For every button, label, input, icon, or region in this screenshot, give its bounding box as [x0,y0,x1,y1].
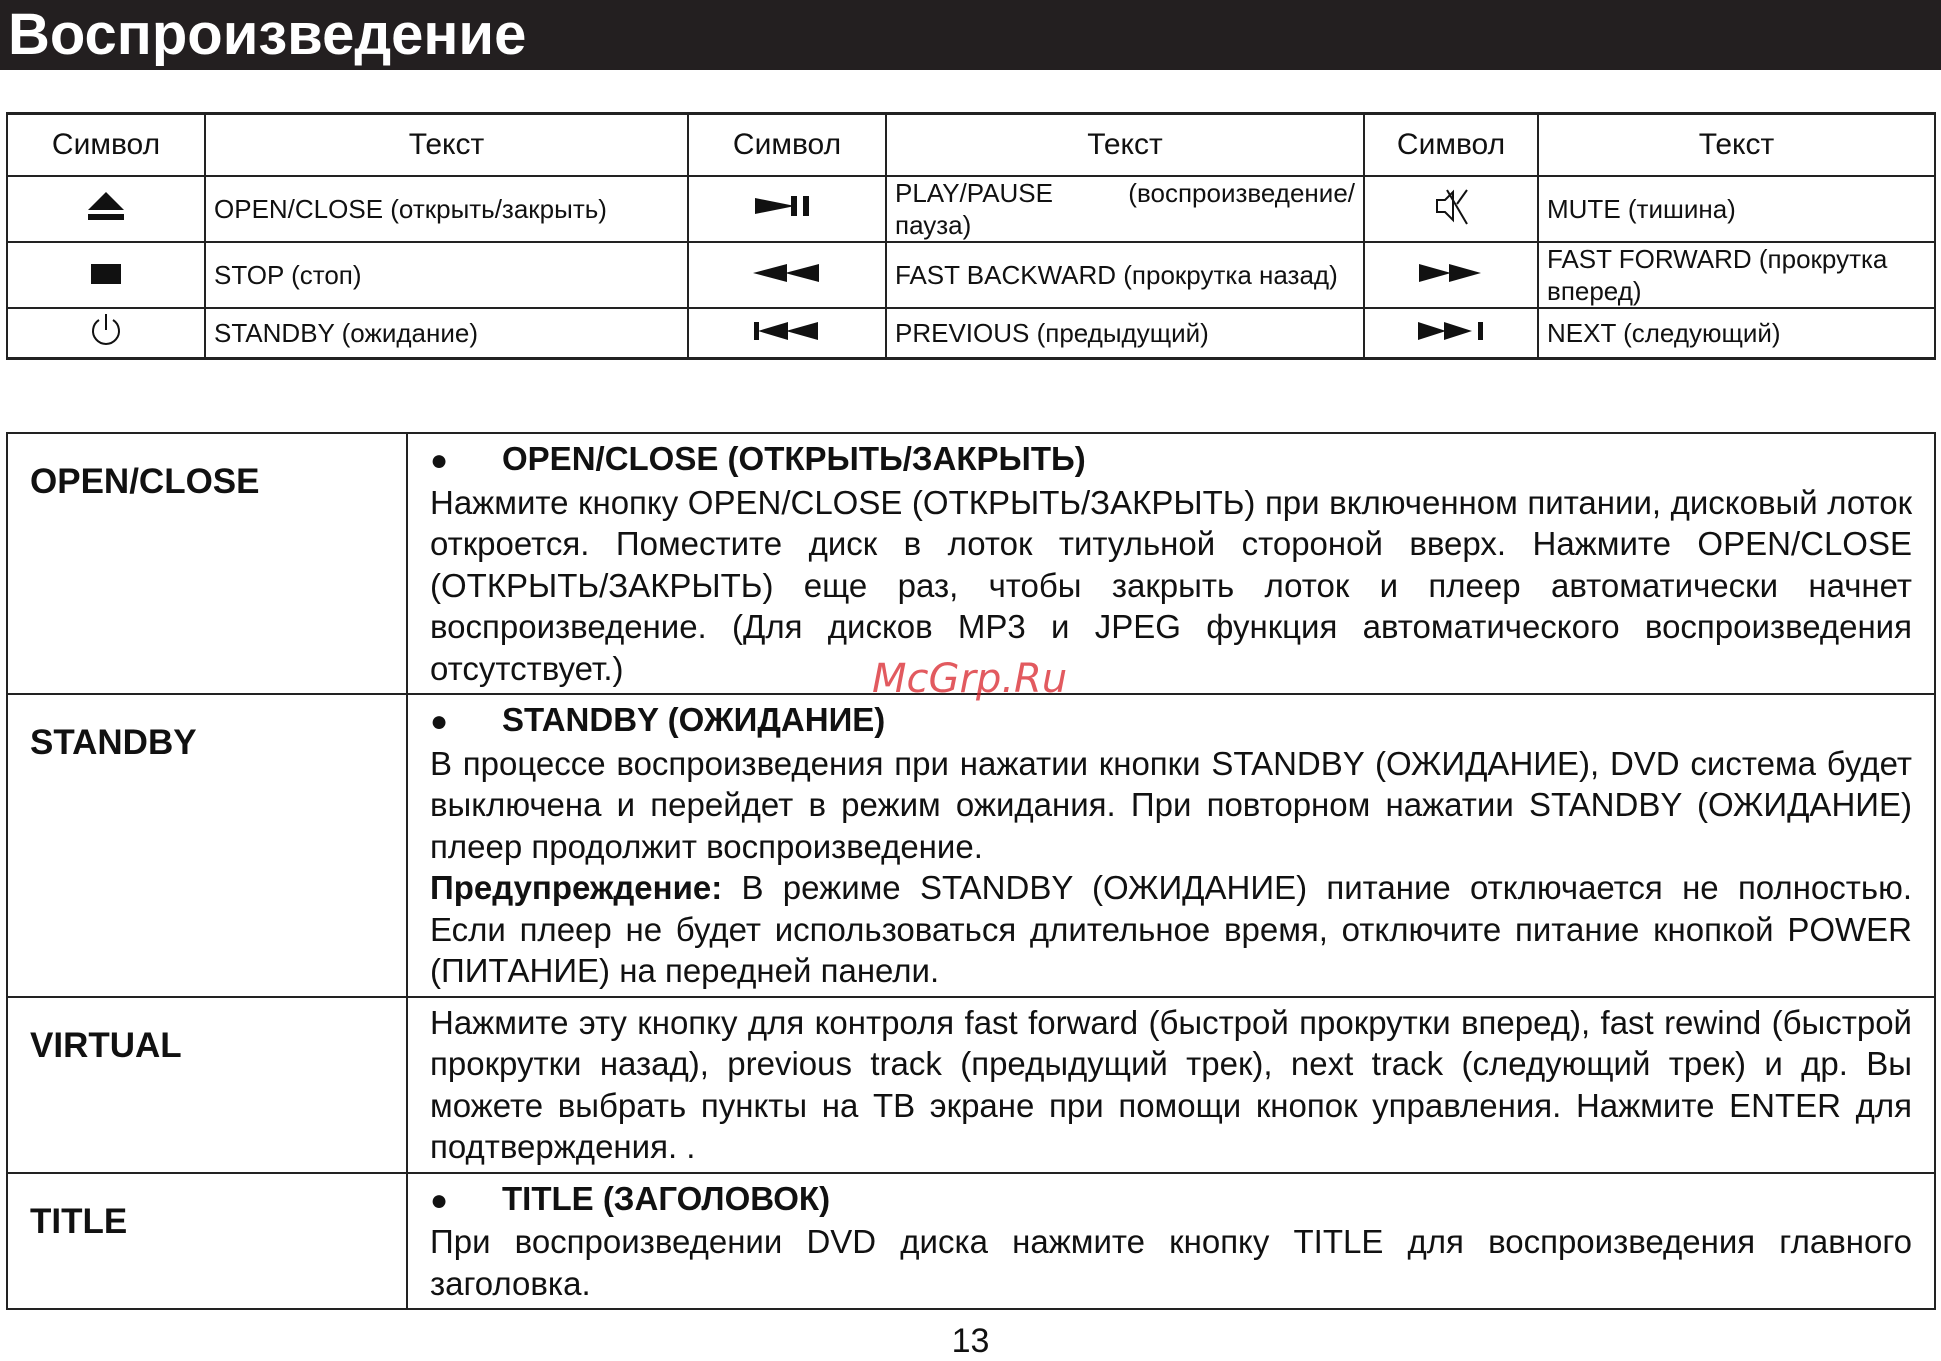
table-row [7,694,1935,997]
symbol-text: FAST FORWARD (прокрутка вперед) [1538,242,1935,308]
symbol-text: STOP (стоп) [205,242,688,308]
symbol-table-header [7,114,1935,177]
bullet-heading [430,699,1912,743]
warning-text: В режиме STANDBY (ОЖИДАНИЕ) питание отключается не полностью. Если плеер не будет использоваться длительное время, отключите питание кнопкой POWER (ПИТАНИЕ) на передней панели. [430,869,1912,989]
header-bar [0,0,1941,70]
bullet-heading [430,438,1912,482]
table-row [7,1173,1935,1310]
bullet-heading-text: OPEN/CLOSE (ОТКРЫТЬ/ЗАКРЫТЬ) [502,440,1086,477]
symbol-text: PREVIOUS (предыдущий) [886,308,1364,359]
warning-paragraph [430,867,1912,992]
function-name: OPEN/CLOSE [7,433,407,694]
bullet-icon: ● [430,705,449,738]
table-row [7,242,1935,308]
table-row [7,308,1935,359]
symbol-cell [7,176,205,242]
table-row [7,176,1935,242]
page-number: 13 [951,1322,990,1360]
symbol-cell [1364,176,1538,242]
symbol-text: OPEN/CLOSE (открыть/закрыть) [205,176,688,242]
stop-icon [91,264,121,284]
symbol-cell [7,242,205,308]
function-name: STANDBY [7,694,407,997]
watermark: McGrp.Ru [872,656,1068,702]
eject-icon [86,190,126,222]
symbol-text: FAST BACKWARD (прокрутка назад) [886,242,1364,308]
function-description [407,997,1935,1173]
symbol-text: NEXT (следующий) [1538,308,1935,359]
description-text: Нажмите эту кнопку для контроля fast forward (быстрой прокрутки вперед), fast rewind (быстрой прокрутки назад), previous track (предыдущий трек), next track (следующий трек) и др. Вы можете выбрать пункты на ТВ экране при помощи кнопок управления. Нажмите ENTER для подтверждения. . [430,1003,1912,1165]
bullet-heading [430,1178,1912,1222]
previous-icon [754,320,820,342]
symbol-text: PLAY/PAUSE (воспроизведение/ пауза) [886,176,1364,242]
page-title: Воспроизведение [8,2,527,67]
description-text: При воспроизведении DVD диска нажмите кнопку TITLE для воспроизведения главного заголовка. [430,1223,1912,1302]
function-name: TITLE [7,1173,407,1310]
column-header: Текст [1538,114,1935,177]
function-description [407,1173,1935,1310]
column-header: Текст [205,114,688,177]
description-text: В процессе воспроизведения при нажатии кнопки STANDBY (ОЖИДАНИЕ), DVD система будет выключена и перейдет в режим ожидания. При повторном нажатии STANDBY (ОЖИДАНИЕ) плеер продолжит воспроизведение. [430,744,1912,865]
fast-forward-icon [1419,262,1483,284]
symbol-cell [1364,308,1538,359]
mute-icon [1431,186,1471,226]
symbol-cell [688,176,886,242]
table-row [7,997,1935,1173]
bullet-heading-text: STANDBY (ОЖИДАНИЕ) [502,701,886,738]
column-header: Символ [1364,114,1538,177]
table-row [7,433,1935,694]
function-description [407,694,1935,997]
symbol-text: STANDBY (ожидание) [205,308,688,359]
symbol-table [6,112,1936,360]
symbol-text: MUTE (тишина) [1538,176,1935,242]
warning-label: Предупреждение: [430,869,723,906]
bullet-icon: ● [430,444,449,477]
description-table [6,432,1936,1310]
description-text: Нажмите кнопку OPEN/CLOSE (ОТКРЫТЬ/ЗАКРЫТЬ) при включенном питании, дисковый лоток откроется. Поместите диск в лоток титульной стороной вверх. Нажмите OPEN/CLOSE (ОТКРЫТЬ/ЗАКРЫТЬ) еще раз, чтобы закрыть лоток и плеер автоматически начнет воспроизведение. (Для дисков MP3 и JPEG функция автоматического воспроизведения отсутствует.) [430,483,1912,687]
function-description [407,433,1935,694]
bullet-icon: ● [430,1183,449,1217]
bullet-heading-text: TITLE (ЗАГОЛОВОК) [502,1179,831,1217]
column-header: Символ [688,114,886,177]
symbol-cell [1364,242,1538,308]
standby-icon [89,312,123,348]
function-name: VIRTUAL [7,997,407,1173]
symbol-cell [7,308,205,359]
symbol-cell [688,242,886,308]
symbol-cell [688,308,886,359]
next-icon [1418,320,1484,342]
column-header: Символ [7,114,205,177]
fast-backward-icon [753,262,821,284]
play-pause-icon [755,194,819,218]
column-header: Текст [886,114,1364,177]
